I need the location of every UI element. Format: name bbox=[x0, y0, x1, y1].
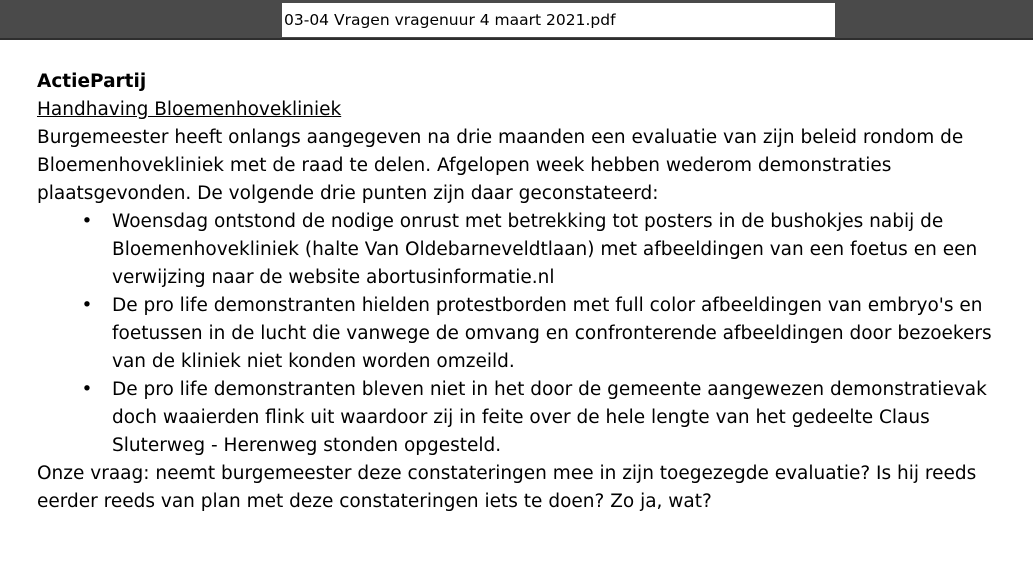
intro-paragraph: Burgemeester heeft onlangs aangegeven na drie maanden een evaluatie van zijn beleid rondom de Bloemenhovekliniek met de raad te delen. Afgelopen week hebben wederom demonstraties plaatsgevonden. De volgende drie punten zijn daar geconstateerd: bbox=[37, 127, 964, 204]
list-item bbox=[81, 292, 1017, 376]
document-title-field[interactable]: 03-04 Vragen vragenuur 4 maart 2021.pdf bbox=[282, 3, 835, 37]
question-paragraph: Onze vraag: neemt burgemeester deze constateringen mee in zijn toegezegde evaluatie? Is hij reeds eerder reeds van plan met deze constateringen iets te doen? Zo ja, wat? bbox=[37, 463, 977, 512]
list-item-text: De pro life demonstranten hielden protestborden met full color afbeeldingen van embryo's en foetussen in de lucht die vanwege de omvang en confronterende afbeeldingen door bezoekers van de kliniek niet konden worden omzeild. bbox=[112, 295, 992, 372]
observations-list bbox=[37, 208, 1017, 460]
pdf-viewer-toolbar bbox=[0, 0, 1033, 40]
subject-heading: Handhaving Bloemenhovekliniek bbox=[37, 99, 342, 120]
list-item-text: De pro life demonstranten bleven niet in het door de gemeente aangewezen demonstratievak doch waaierden flink uit waardoor zij in feite over de hele lengte van het gedeelte Claus Sluterweg - Herenweg stonden opgesteld. bbox=[112, 379, 987, 456]
party-name: ActiePartij bbox=[37, 71, 147, 92]
bullet-icon: • bbox=[81, 211, 93, 232]
list-item bbox=[81, 376, 1017, 460]
bullet-icon: • bbox=[81, 379, 93, 400]
bullet-icon: • bbox=[81, 295, 93, 316]
list-item bbox=[81, 208, 1017, 292]
list-item-text: Woensdag ontstond de nodige onrust met betrekking tot posters in de bushokjes nabij de Bloemenhovekliniek (halte Van Oldebarneveldtlaan) met afbeeldingen van een foetus en een verwijzing naar de website abortusinformatie.nl bbox=[112, 211, 978, 288]
document-page bbox=[37, 68, 1017, 516]
